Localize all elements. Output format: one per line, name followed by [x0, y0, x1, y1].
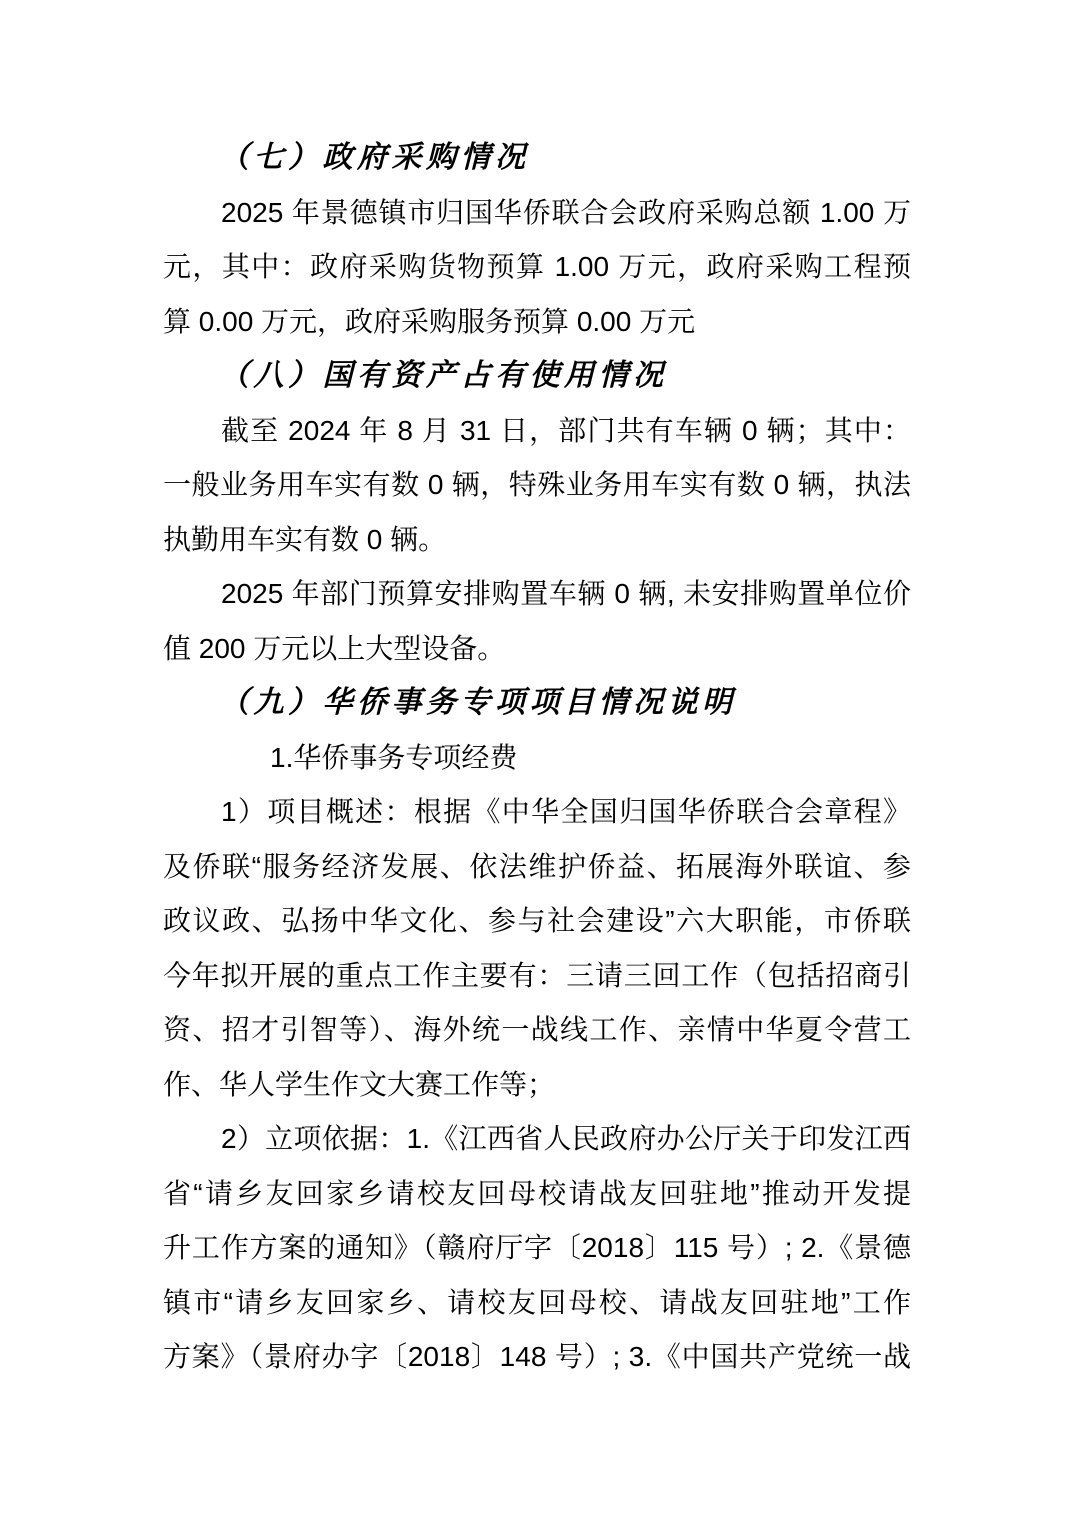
- section-8-heading: （八）国有资产占有使用情况: [219, 359, 668, 392]
- paragraph-line: 执勤用车实有数 0 辆。: [163, 523, 447, 555]
- paragraph-line: 2025 年景德镇市归国华侨联合会政府采购总额 1.00 万: [221, 196, 911, 228]
- paragraph-line: 2025 年部门预算安排购置车辆 0 辆, 未安排购置单位价: [221, 578, 911, 609]
- paragraph-line: 及侨联“服务经济发展、依法维护侨益、拓展海外联谊、参: [163, 850, 911, 882]
- paragraph-line: 一般业务用车实有数 0 辆，特殊业务用车实有数 0 辆，执法: [163, 469, 911, 500]
- paragraph-line: 方案》（景府办字〔2018〕148 号）; 3.《中国共产党统一战: [163, 1341, 911, 1372]
- section-7-heading: （七）政府采购情况: [219, 141, 530, 174]
- paragraph-line: 算 0.00 万元，政府采购服务预算 0.00 万元: [163, 305, 696, 337]
- paragraph-line: 政议政、弘扬中华文化、参与社会建设”六大职能，市侨联: [163, 905, 911, 936]
- paragraph-line: 截至 2024 年 8 月 31 日，部门共有车辆 0 辆；其中：: [221, 414, 911, 446]
- paragraph-line: 1）项目概述：根据《中华全国归国华侨联合会章程》: [221, 796, 911, 827]
- paragraph-line: 今年拟开展的重点工作主要有：三请三回工作（包括招商引: [163, 959, 911, 991]
- section-9-heading: （九）华侨事务专项项目情况说明: [219, 686, 737, 719]
- paragraph-line: 元，其中：政府采购货物预算 1.00 万元，政府采购工程预: [163, 251, 911, 282]
- paragraph-line: 升工作方案的通知》（赣府厅字〔2018〕115 号）; 2.《景德: [163, 1232, 911, 1263]
- paragraph-line: 值 200 万元以上大型设备。: [163, 632, 506, 664]
- paragraph-line: 省“请乡友回家乡请校友回母校请战友回驻地”推动开发提: [163, 1177, 911, 1209]
- paragraph-line: 作、华人学生作文大赛工作等；: [163, 1068, 556, 1100]
- paragraph-line: 镇市“请乡友回家乡、请校友回母校、请战友回驻地”工作: [163, 1286, 911, 1318]
- section-9-subheading: 1.华侨事务专项经费: [270, 741, 518, 773]
- document-content: [163, 131, 911, 1385]
- paragraph-line: 资、招才引智等）、海外统一战线工作、亲情中华夏令营工: [163, 1014, 911, 1045]
- paragraph-line: 2）立项依据：1.《江西省人民政府办公厅关于印发江西: [221, 1123, 911, 1154]
